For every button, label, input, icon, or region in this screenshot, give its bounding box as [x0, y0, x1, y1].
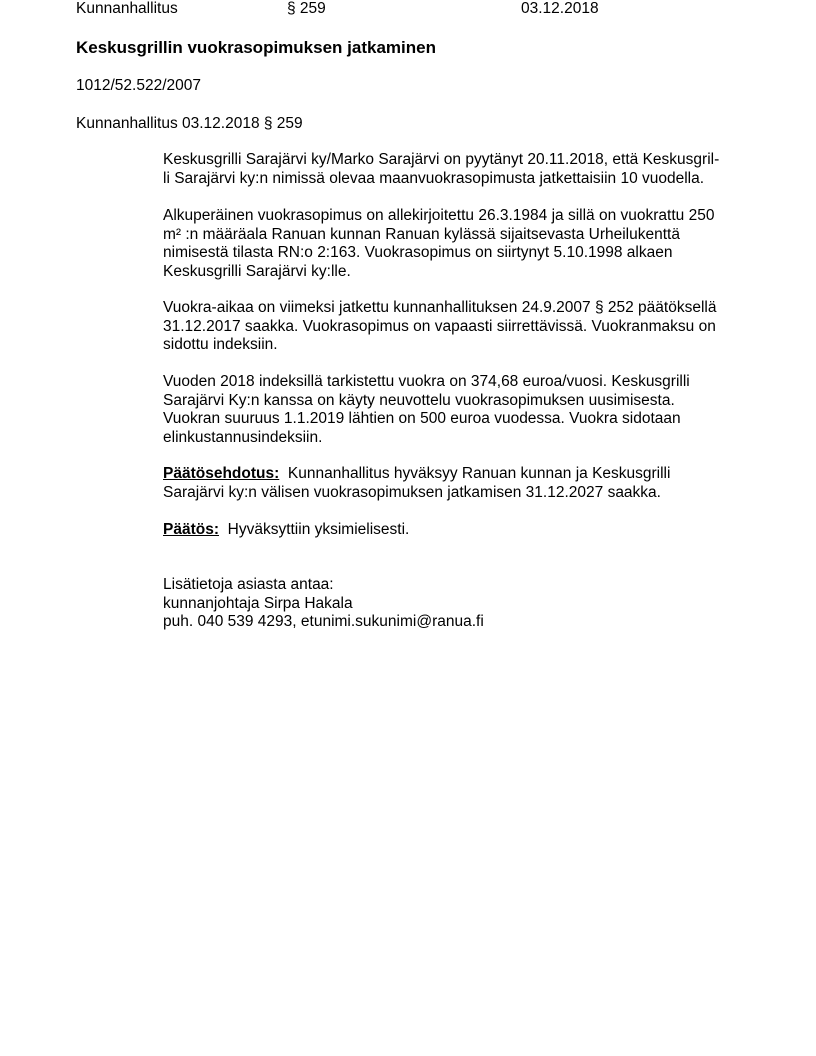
header-section: § 259 — [287, 0, 326, 17]
header-date: 03.12.2018 — [521, 0, 599, 17]
meeting-reference: Kunnanhallitus 03.12.2018 § 259 — [76, 115, 303, 132]
text-line: Vuokra-aikaa on viimeksi jatkettu kunnanhallituksen 24.9.2007 § 252 päätöksellä — [163, 299, 717, 316]
proposal-text-2: Sarajärvi ky:n välisen vuokrasopimuksen jatkamisen 31.12.2027 saakka. — [163, 483, 661, 501]
text-line: nimisestä tilasta RN:o 2:163. Vuokrasopimus on siirtynyt 5.10.1998 alkaen — [163, 244, 673, 261]
header-body: Kunnanhallitus — [76, 0, 178, 17]
contact-line: Lisätietoja asiasta antaa: — [163, 576, 334, 593]
text-line: li Sarajärvi ky:n nimissä olevaa maanvuokrasopimusta jatkettaisiin 10 vuodella. — [163, 169, 705, 187]
text-line: Keskusgrilli Sarajärvi ky/Marko Sarajärvi on pyytänyt 20.11.2018, että Keskusgril- — [163, 151, 720, 168]
text-line: Keskusgrilli Sarajärvi ky:lle. — [163, 262, 351, 280]
paragraph-original-lease — [163, 207, 714, 281]
text-line: m² :n määräala Ranuan kunnan Ranuan kylässä sijaitsevasta Urheilukenttä — [163, 225, 680, 243]
text-line: Alkuperäinen vuokrasopimus on allekirjoitettu 26.3.1984 ja sillä on vuokrattu 250 — [163, 207, 715, 224]
text-line: sidottu indeksiin. — [163, 336, 278, 353]
text-line: Vuoden 2018 indeksillä tarkistettu vuokra on 374,68 euroa/vuosi. Keskusgrilli — [163, 373, 690, 390]
page-title: Keskusgrillin vuokrasopimuksen jatkaminen — [76, 38, 436, 57]
decision — [163, 521, 409, 540]
decision-text: Hyväksyttiin yksimielisesti. — [227, 521, 410, 538]
text-line: Vuokran suuruus 1.1.2019 lähtien on 500 euroa vuodessa. Vuokra sidotaan — [163, 410, 681, 427]
proposal-label: Päätösehdotus: — [163, 465, 280, 482]
paragraph-rent — [163, 373, 690, 447]
paragraph-request — [163, 151, 719, 188]
decision-label: Päätös: — [163, 521, 219, 538]
proposal-text: Kunnanhallitus hyväksyy Ranuan kunnan ja Keskusgrilli — [287, 465, 671, 482]
text-line: 31.12.2017 saakka. Vuokrasopimus on vapaasti siirrettävissä. Vuokranmaksu on — [163, 317, 716, 335]
contact-info — [163, 576, 484, 632]
case-number: 1012/52.522/2007 — [76, 77, 201, 94]
paragraph-extension — [163, 299, 716, 355]
text-line: Sarajärvi Ky:n kanssa on käyty neuvottelu vuokrasopimuksen uusimisesta. — [163, 391, 675, 409]
contact-line: puh. 040 539 4293, etunimi.sukunimi@ranua.fi — [163, 613, 484, 630]
proposal — [163, 465, 670, 502]
text-line: elinkustannusindeksiin. — [163, 428, 323, 446]
contact-line: kunnanjohtaja Sirpa Hakala — [163, 594, 353, 612]
